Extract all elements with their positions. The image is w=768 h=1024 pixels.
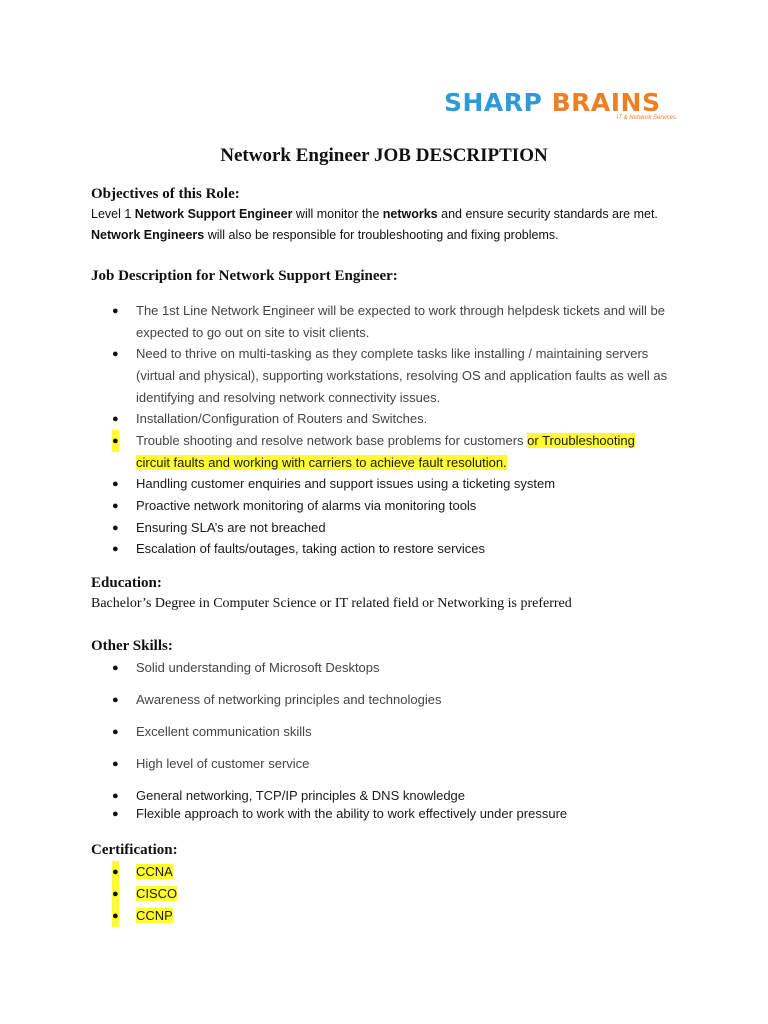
job-bullet-item <box>112 495 682 517</box>
job-bullet-item <box>112 538 682 560</box>
skill-bullet-item <box>112 657 682 679</box>
bullet-marker: ● <box>112 758 119 770</box>
bullet-text: High level of customer service <box>136 756 310 771</box>
bullet-marker: ● <box>112 543 119 555</box>
bullet-text: Escalation of faults/outages, taking action to restore services <box>136 541 486 556</box>
bullet-marker: ● <box>112 413 119 425</box>
bullet-marker: ● <box>112 500 119 512</box>
skill-bullet-item <box>112 753 682 775</box>
job-bullet-item-highlighted <box>112 430 682 474</box>
bullet-marker: ● <box>112 694 119 706</box>
objectives-heading: Objectives of this Role: <box>91 186 240 202</box>
job-bullet-item <box>112 300 682 344</box>
bullet-marker: ● <box>112 790 119 802</box>
education-heading: Education: <box>91 575 162 591</box>
skill-bullet-item <box>112 721 682 743</box>
objectives-bold: Network Engineers <box>91 228 205 242</box>
job-bullet-item <box>112 473 682 495</box>
bullet-marker: ● <box>112 522 119 534</box>
objectives-line-1 <box>91 207 658 221</box>
job-bullet-item <box>112 343 682 409</box>
bullet-marker: ● <box>112 905 119 927</box>
objectives-bold: Network Support Engineer <box>134 207 293 221</box>
bullet-text: Need to thrive on multi-tasking as they complete tasks like installing / maintaining servers (virtual and physical), supporting workstations, resolving OS and application faults as well as identifying and resolving network connectivity issues. <box>136 346 668 405</box>
logo-wordmark <box>444 90 680 116</box>
bullet-text: General networking, TCP/IP principles & DNS knowledge <box>136 788 466 803</box>
job-bullet-item <box>112 408 682 430</box>
bullet-text <box>136 430 682 474</box>
education-text: Bachelor’s Degree in Computer Science or IT related field or Networking is preferred <box>91 596 572 611</box>
highlighted-text: circuit faults and working with carriers to achieve fault resolution. <box>136 455 507 470</box>
highlighted-text: or Troubleshooting <box>527 433 635 448</box>
bullet-text-part: Trouble shooting and resolve network base problems for customers <box>136 433 528 448</box>
certification-name: CISCO <box>136 886 178 901</box>
objectives-line-2 <box>91 228 559 242</box>
logo-word-sharp: SHARP <box>444 88 543 117</box>
bullet-text: Excellent communication skills <box>136 724 312 739</box>
certification-heading: Certification: <box>91 842 178 858</box>
bullet-marker: ● <box>112 808 119 820</box>
bullet-text: Installation/Configuration of Routers and Switches. <box>136 411 428 426</box>
certification-bullet-item <box>112 905 682 927</box>
company-logo <box>444 90 680 126</box>
objectives-text: and ensure security standards are met. <box>437 207 658 221</box>
certification-name: CCNP <box>136 908 173 923</box>
other-skills-heading: Other Skills: <box>91 638 173 654</box>
bullet-text: Solid understanding of Microsoft Desktops <box>136 660 380 675</box>
bullet-marker: ● <box>112 478 119 490</box>
logo-word-brains: BRAINS <box>551 88 661 117</box>
bullet-marker: ● <box>112 662 119 674</box>
bullet-text: The 1st Line Network Engineer will be expected to work through helpdesk tickets and will be expected to go out on site to visit clients. <box>136 303 665 340</box>
certification-bullet-item <box>112 883 682 905</box>
bullet-marker: ● <box>112 861 119 883</box>
page-title: Network Engineer JOB DESCRIPTION <box>220 145 548 166</box>
job-bullet-item <box>112 517 682 539</box>
bullet-marker: ● <box>112 348 119 360</box>
skill-bullet-item <box>112 689 682 711</box>
bullet-marker: ● <box>112 883 119 905</box>
bullet-marker: ● <box>112 726 119 738</box>
certification-name: CCNA <box>136 864 173 879</box>
objectives-bold: networks <box>382 207 438 221</box>
logo-tagline: IT & Network Services <box>616 115 676 121</box>
certification-bullet-item <box>112 861 682 883</box>
bullet-marker: ● <box>112 430 119 452</box>
bullet-marker: ● <box>112 305 119 317</box>
bullet-text: Ensuring SLA’s are not breached <box>136 520 326 535</box>
objectives-text: Level 1 <box>91 207 135 221</box>
objectives-text: will also be responsible for troubleshooting and fixing problems. <box>204 228 559 242</box>
bullet-text: Flexible approach to work with the ability to work effectively under pressure <box>136 806 568 821</box>
bullet-text: Handling customer enquiries and support issues using a ticketing system <box>136 476 556 491</box>
job-description-heading: Job Description for Network Support Engineer: <box>91 268 398 284</box>
bullet-text: Proactive network monitoring of alarms via monitoring tools <box>136 498 477 513</box>
bullet-text: Awareness of networking principles and technologies <box>136 692 442 707</box>
skill-bullet-item <box>112 803 682 825</box>
objectives-text: will monitor the <box>292 207 383 221</box>
